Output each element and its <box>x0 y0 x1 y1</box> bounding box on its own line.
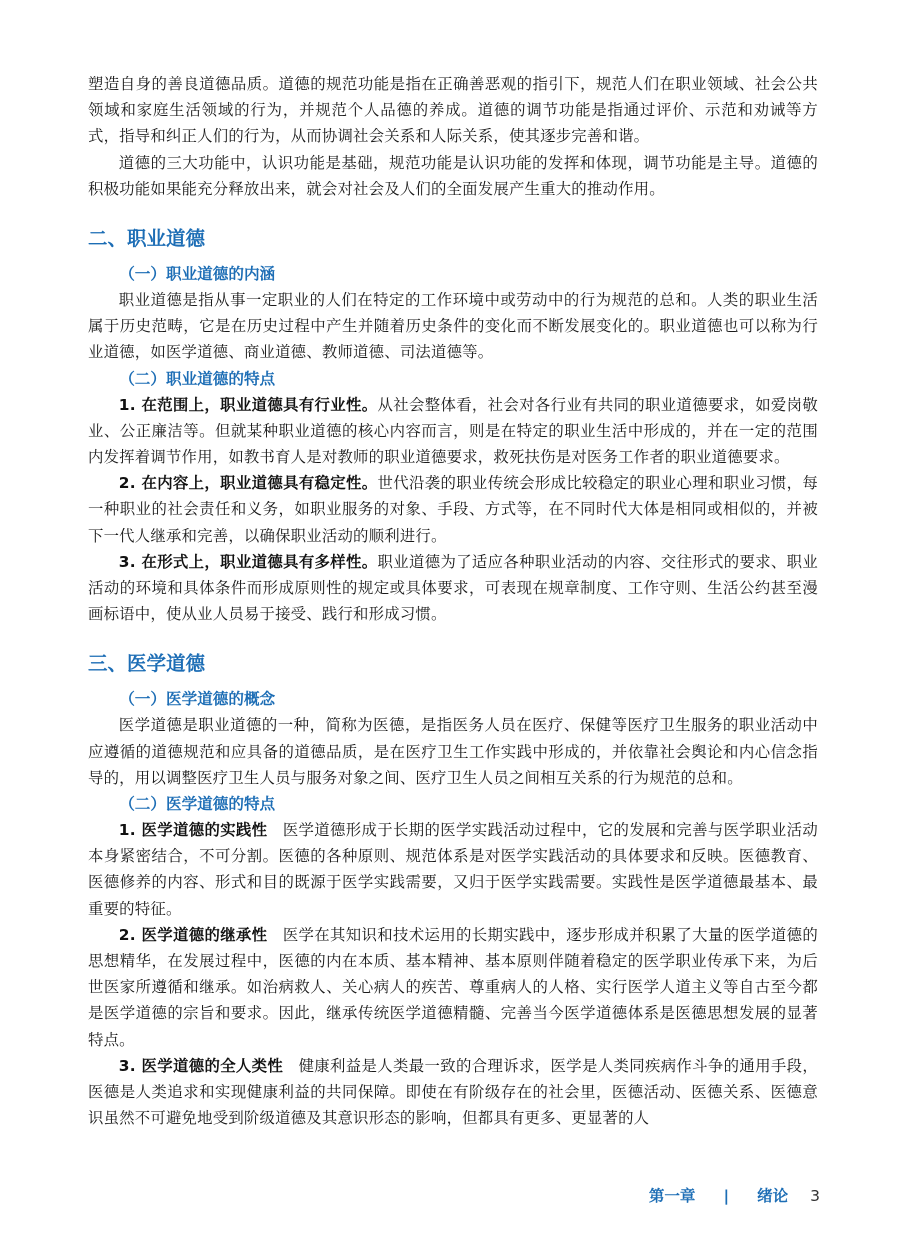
medical-feature-text-inheritance: 医学在其知识和技术运用的长期实践中，逐步形成并积累了大量的医学道德的思想精华，在发展过程中，医德的内在本质、基本精神、基本原则伴随着稳定的医学职业传承下来，为后世医家所遵循和继承。如治病救人、关心病人的疾苦、尊重病人的人格、实行医学人道主义等自古至今都是医学道德的宗旨和要求。因此，继承传统医学道德精髓、完善当今医学道德体系是医德思想发展的显著特点。 <box>88 925 818 1049</box>
footer-chapter-title: 绪论 <box>757 1187 789 1205</box>
medical-feature-lead-practicality: 1. 医学道德的实践性 <box>118 821 268 840</box>
medical-feature-paragraph-universality <box>88 1053 818 1132</box>
professional-ethics-meaning-paragraph: 职业道德是指从事一定职业的人们在特定的工作环境中或劳动中的行为规范的总和。人类的职业生活属于历史范畴，它是在历史过程中产生并随着历史条件的变化而不断发展变化的。职业道德也可以称为行业道德，如医学道德、商业道德、教师道德、司法道德等。 <box>88 291 818 362</box>
subheading-professional-ethics-features: （二）职业道德的特点 <box>119 369 276 388</box>
medical-feature-text-practicality: 医学道德形成于长期的医学实践活动过程中，它的发展和完善与医学职业活动本身紧密结合，不可分割。医德的各种原则、规范体系是对医学实践活动的具体要求和反映。医德教育、医德修养的内容、形式和目的既源于医学实践需要，又归于医学实践需要。实践性是医学道德最基本、最重要的特征。 <box>88 821 818 918</box>
medical-feature-paragraph-inheritance <box>88 922 818 1053</box>
feature-text-scope: 从社会整体看，社会对各行业有共同的职业道德要求，如爱岗敬业、公正廉洁等。但就某种职业道德的核心内容而言，则是在特定的职业生活中形成的，并在一定的范围内发挥着调节作用，如教书育人是对教师的职业道德要求，救死扶伤是对医务工作者的职业道德要求。 <box>88 395 818 467</box>
medical-ethics-concept-paragraph: 医学道德是职业道德的一种，简称为医德，是指医务人员在医疗、保健等医疗卫生服务的职业活动中应遵循的道德规范和应具备的道德品质，是在医疗卫生工作实践中形成的，并依靠社会舆论和内心信念指导的，用以调整医疗卫生人员与服务对象之间、医疗卫生人员之间相互关系的行为规范的总和。 <box>88 716 818 787</box>
medical-feature-text-universality: 健康利益是人类最一致的合理诉求，医学是人类同疾病作斗争的通用手段，医德是人类追求和实现健康利益的共同保障。即使在有阶级存在的社会里，医德活动、医德关系、医德意识虽然不可避免地受到阶级道德及其意识形态的影响，但都具有更多、更显著的人 <box>88 1056 818 1128</box>
subheading-professional-ethics-meaning: （一）职业道德的内涵 <box>119 265 276 284</box>
feature-text-content: 世代沿袭的职业传统会形成比较稳定的职业心理和职业习惯，每一种职业的社会责任和义务，如职业服务的对象、手段、方式等，在不同时代大体是相同或相似的，并被下一代人继承和完善，以确保职业活动的顺利进行。 <box>88 474 818 545</box>
feature-lead-scope: 1. 在范围上，职业道德具有行业性。 <box>118 395 378 414</box>
section-heading-medical-ethics: 三、医学道德 <box>88 652 206 676</box>
feature-paragraph-content <box>88 470 818 549</box>
feature-lead-form: 3. 在形式上，职业道德具有多样性。 <box>118 552 378 571</box>
subheading-medical-ethics-features: （二）医学道德的特点 <box>119 795 276 814</box>
page-footer <box>560 1185 820 1207</box>
footer-separator: | <box>723 1187 730 1205</box>
medical-feature-paragraph-practicality <box>88 817 818 922</box>
intro-paragraph-continued: 塑造自身的善良道德品质。道德的规范功能是指在正确善恶观的指引下，规范人们在职业领域、社会公共领域和家庭生活领域的行为，并规范个人品德的养成。道德的调节功能是指通过评价、示范和劝诫等方式，指导和纠正人们的行为，从而协调社会关系和人际关系，使其逐步完善和谐。 <box>88 75 818 146</box>
page-number: 3 <box>810 1187 820 1205</box>
medical-feature-lead-inheritance: 2. 医学道德的继承性 <box>118 925 268 944</box>
feature-paragraph-form <box>88 549 818 628</box>
intro-paragraph: 道德的三大功能中，认识功能是基础，规范功能是认识功能的发挥和体现，调节功能是主导。道德的积极功能如果能充分释放出来，就会对社会及人们的全面发展产生重大的推动作用。 <box>88 153 818 198</box>
medical-feature-lead-universality: 3. 医学道德的全人类性 <box>118 1056 284 1075</box>
feature-lead-content: 2. 在内容上，职业道德具有稳定性。 <box>118 474 378 493</box>
page-content <box>88 71 818 1132</box>
section-heading-professional-ethics: 二、职业道德 <box>88 227 206 251</box>
feature-text-form: 职业道德为了适应各种职业活动的内容、交往形式的要求、职业活动的环境和具体条件而形成原则性的规定或具体要求，可表现在规章制度、工作守则、生活公约甚至漫画标语中，使从业人员易于接受、践行和形成习惯。 <box>88 552 818 624</box>
feature-paragraph-scope <box>88 392 818 471</box>
footer-chapter: 第一章 <box>648 1187 696 1205</box>
subheading-medical-ethics-concept: （一）医学道德的概念 <box>119 690 276 709</box>
